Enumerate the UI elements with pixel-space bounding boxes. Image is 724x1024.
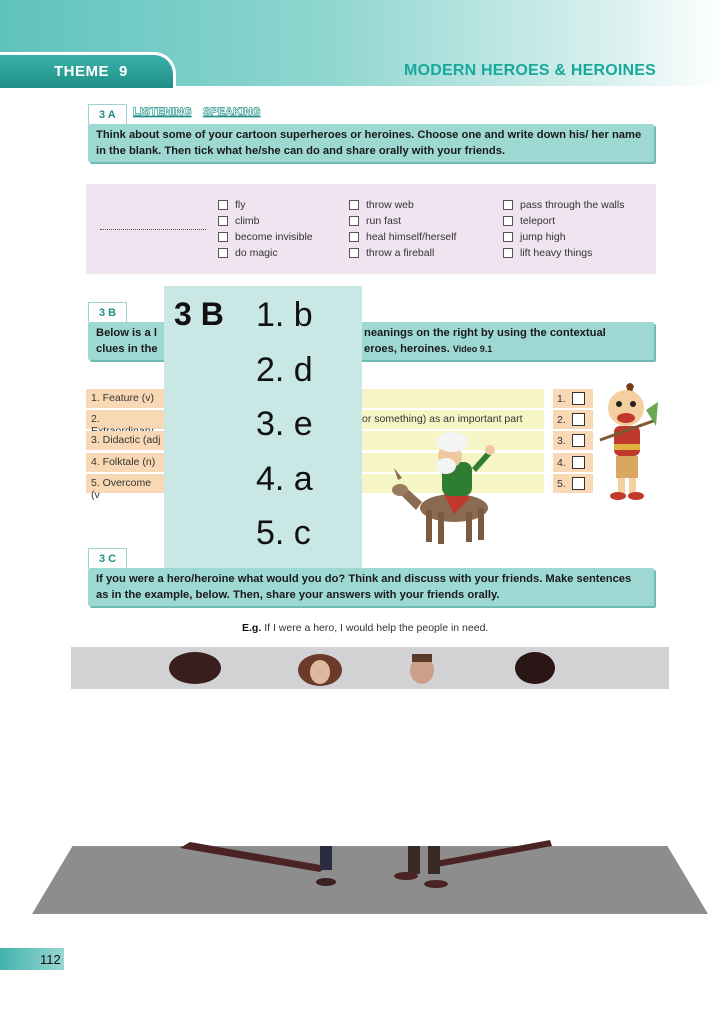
checkbox[interactable] [218, 200, 228, 210]
check-item[interactable]: throw web [349, 197, 456, 213]
answer-box[interactable] [572, 413, 585, 426]
instruction-3a: Think about some of your cartoon superheroes or heroines. Choose one and write down his/ her name in the blank. Then tick what he/she can do and share orally with your friends. [88, 124, 654, 162]
checkbox[interactable] [349, 216, 359, 226]
people-silhouettes-illustration [150, 650, 590, 890]
answer-box[interactable] [572, 392, 585, 405]
word-row: 5. Overcome (v [86, 474, 166, 493]
video-reference: Video 9.1 [452, 344, 493, 354]
checkbox[interactable] [503, 216, 513, 226]
word-row: 1. Feature (v) [86, 389, 166, 408]
definition-row [362, 389, 544, 408]
instruction-3c: If you were a hero/heroine what would you do? Think and discuss with your friends. Make sentences as in the example, below. Then, share your answers with your friends orally. [88, 568, 654, 606]
checklist-column-1 [218, 197, 313, 261]
instruction-3b-left-1: Below is a l [96, 327, 157, 339]
check-item[interactable]: jump high [503, 229, 624, 245]
checkbox[interactable] [349, 248, 359, 258]
example-sentence [242, 622, 488, 634]
checkbox[interactable] [349, 200, 359, 210]
checkbox[interactable] [503, 200, 513, 210]
word-row: 2. [86, 410, 166, 429]
check-item[interactable]: run fast [349, 213, 456, 229]
answer-slot[interactable]: 4. [553, 453, 593, 472]
check-item[interactable]: teleport [503, 213, 624, 229]
check-item[interactable]: pass through the walls [503, 197, 624, 213]
unit-title: MODERN HEROES & HEROINES [404, 62, 656, 79]
name-blank-line[interactable] [100, 229, 206, 230]
example-label: E.g. [242, 622, 262, 634]
checklist-column-2 [349, 197, 456, 261]
check-item[interactable]: do magic [218, 245, 313, 261]
check-item[interactable]: become invisible [218, 229, 313, 245]
listening-skill-label: LISTENING [133, 106, 192, 118]
word-row: 4. Folktale (n) [86, 453, 166, 472]
check-item[interactable]: fly [218, 197, 313, 213]
speaking-skill-label: SPEAKING [203, 106, 261, 118]
answer-slot[interactable]: 1. [553, 389, 593, 408]
keloglan-character-illustration [596, 380, 660, 502]
answer-key-item: 4. a [256, 460, 313, 498]
answer-key-item: 2. d [256, 351, 313, 389]
section-tag-3b: 3 B [88, 302, 127, 322]
check-item[interactable]: lift heavy things [503, 245, 624, 261]
checkbox[interactable] [349, 232, 359, 242]
word-row: 3. Didactic (adj [86, 431, 166, 450]
theme-number: 9 [119, 63, 128, 80]
answer-key-item: 1. b [256, 296, 313, 334]
checkbox[interactable] [218, 248, 228, 258]
answer-key-item: 5. c [256, 514, 311, 552]
answer-slot[interactable]: 3. [553, 431, 593, 450]
theme-label: THEME [54, 63, 109, 80]
checkbox[interactable] [503, 248, 513, 258]
answer-key-card [164, 286, 362, 568]
check-item[interactable]: climb [218, 213, 313, 229]
answer-slot[interactable]: 5. [553, 474, 593, 493]
answer-box[interactable] [572, 434, 585, 447]
page-number: 112 [40, 951, 61, 967]
checkbox[interactable] [218, 232, 228, 242]
answer-key-heading: 3 B [174, 296, 224, 332]
definition-row: or something) as an important part [362, 410, 544, 429]
instruction-3b-right-1: neanings on the right by using the contextual [364, 327, 606, 339]
answer-box[interactable] [572, 477, 585, 490]
page-number-tab [0, 948, 64, 970]
theme-tab [0, 52, 176, 88]
check-item[interactable]: throw a fireball [349, 245, 456, 261]
answer-key-item: 3. e [256, 405, 313, 443]
checkbox[interactable] [503, 232, 513, 242]
checkbox[interactable] [218, 216, 228, 226]
answer-slot[interactable]: 2. [553, 410, 593, 429]
section-tag-3c: 3 C [88, 548, 127, 568]
instruction-3b-right-2: eroes, heroines. Video 9.1 [364, 343, 493, 355]
answer-box[interactable] [572, 456, 585, 469]
example-text: If I were a hero, I would help the people in need. [264, 622, 489, 634]
check-item[interactable]: heal himself/herself [349, 229, 456, 245]
section-tag-3a: 3 A [88, 104, 127, 124]
instruction-3b-left-2: clues in the [96, 343, 158, 355]
checklist-column-3 [503, 197, 624, 261]
hodja-on-donkey-illustration [392, 428, 504, 552]
